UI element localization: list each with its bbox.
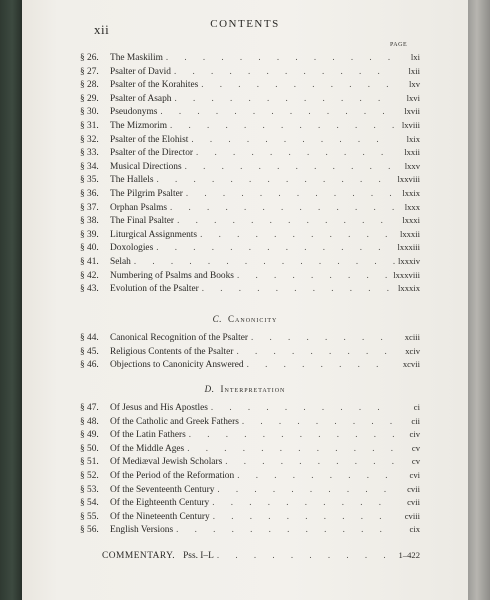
- page-number: lxii: [408, 65, 420, 76]
- dot-leader: [196, 147, 395, 157]
- section-number: § 31.: [80, 120, 99, 131]
- book-cover-edge: [0, 0, 22, 600]
- section-number: § 44.: [80, 333, 99, 343]
- entry-title: Doxologies: [110, 243, 154, 254]
- dot-leader: [186, 188, 395, 198]
- page-number: lxi: [410, 52, 420, 62]
- section-number: § 49.: [80, 430, 99, 441]
- entry-title: The Final Psalter: [110, 216, 175, 227]
- dot-leader: [242, 416, 395, 426]
- section-number: § 27.: [80, 66, 99, 77]
- toc-entry: [80, 484, 420, 498]
- toc-entry: [80, 346, 420, 360]
- toc-entry: [80, 429, 420, 443]
- entry-title: Canonical Recognition of the Psalter: [110, 333, 248, 343]
- section-number: § 52.: [80, 470, 99, 481]
- entry-title: The Hallels: [110, 175, 154, 186]
- entry-title: Musical Directions: [110, 161, 182, 172]
- contents-page: [22, 0, 468, 600]
- entry-title: Of the Nineteenth Century: [110, 511, 210, 522]
- section-number: § 36.: [80, 188, 99, 199]
- page-number: lxxxix: [398, 283, 420, 294]
- dot-leader: [236, 346, 395, 356]
- entry-title: Of Mediæval Jewish Scholars: [110, 457, 223, 468]
- dot-leader: [189, 429, 395, 439]
- toc-entry: [80, 511, 420, 525]
- page-number: xciii: [404, 332, 420, 342]
- section-number: § 26.: [80, 53, 99, 63]
- page-number: lxxix: [402, 187, 420, 198]
- page-number: lxxviii: [397, 174, 420, 185]
- dot-leader: [187, 443, 395, 453]
- page-number: xciv: [405, 345, 420, 356]
- section-number: § 54.: [80, 498, 99, 509]
- dot-leader: [156, 174, 394, 184]
- entry-title: Objections to Canonicity Answered: [110, 360, 244, 371]
- toc-entry: [80, 283, 420, 297]
- toc-entry: [80, 270, 420, 284]
- page-number: lxviii: [401, 119, 420, 130]
- section-number: § 28.: [80, 80, 99, 91]
- dot-leader: [174, 93, 395, 103]
- dot-leader: [211, 402, 395, 412]
- entry-title: Of the Period of the Reformation: [110, 470, 235, 481]
- section-number: § 50.: [80, 443, 99, 454]
- entry-title: Religious Contents of the Psalter: [110, 346, 234, 357]
- entry-title: Pseudonyms: [110, 107, 158, 118]
- section-number: § 35.: [80, 175, 99, 186]
- toc-entry: [80, 242, 420, 256]
- section-number: § 30.: [80, 107, 99, 118]
- page-number: lxxv: [404, 160, 420, 171]
- section-c-heading: [22, 314, 468, 324]
- page-number: lxxxiv: [398, 255, 420, 266]
- section-number: § 43.: [80, 284, 99, 295]
- toc-entry: [80, 106, 420, 120]
- section-number: § 51.: [80, 457, 99, 468]
- entry-title: Psalter of the Elohist: [110, 134, 189, 145]
- toc-entry: [80, 497, 420, 511]
- toc-entry: [80, 52, 420, 66]
- toc-group-d: [80, 402, 420, 538]
- dot-leader: [247, 359, 395, 369]
- entry-title: Psalter of the Director: [110, 148, 194, 159]
- entry-title: Psalter of the Korahites: [110, 80, 199, 91]
- page-number: cv: [411, 442, 420, 453]
- toc-entry: [80, 202, 420, 216]
- dot-leader: [170, 120, 395, 130]
- dot-leader: [200, 229, 395, 239]
- entry-title: The Pilgrim Psalter: [110, 188, 183, 199]
- page-number: cv: [411, 456, 420, 467]
- toc-entry: [80, 229, 420, 243]
- section-number: § 40.: [80, 243, 99, 254]
- section-d-heading: [22, 384, 468, 394]
- dot-leader: [251, 332, 395, 342]
- entry-title: English Versions: [110, 525, 174, 536]
- page-number: cix: [409, 524, 420, 535]
- entry-title: Liturgical Assignments: [110, 229, 198, 240]
- section-number: § 41.: [80, 256, 99, 267]
- dot-leader: [217, 550, 395, 560]
- dot-leader: [185, 161, 395, 171]
- section-number: § 33.: [80, 148, 99, 159]
- dot-leader: [217, 484, 395, 494]
- section-number: § 56.: [80, 525, 99, 536]
- section-number: § 37.: [80, 202, 99, 213]
- page-number: xcvii: [402, 359, 420, 370]
- commentary-range: Pss. I–L: [183, 551, 214, 561]
- toc-entry: [80, 66, 420, 80]
- page-number: cvii: [407, 483, 420, 494]
- toc-entry: [80, 215, 420, 229]
- dot-leader: [166, 52, 395, 62]
- page-column-label: PAGE: [390, 42, 408, 48]
- page-folio: xii: [94, 22, 110, 37]
- section-number: § 45.: [80, 346, 99, 357]
- toc-entry: [80, 524, 420, 538]
- toc-entry: [80, 416, 420, 430]
- toc-entry: [80, 359, 420, 373]
- toc-entry: [80, 120, 420, 134]
- page-number: civ: [409, 429, 420, 440]
- toc-entry: [80, 402, 420, 416]
- toc-entry: [80, 456, 420, 470]
- section-number: § 29.: [80, 93, 99, 104]
- dot-leader: [160, 106, 395, 116]
- page-title: CONTENTS: [210, 18, 280, 30]
- toc-entry: [80, 93, 420, 107]
- dot-leader: [212, 497, 395, 507]
- toc-entry: [80, 174, 420, 188]
- toc-entry: [80, 161, 420, 175]
- dot-leader: [170, 202, 395, 212]
- dot-leader: [202, 283, 395, 293]
- dot-leader: [225, 456, 395, 466]
- page-number: ci: [413, 402, 420, 412]
- entry-title: Selah: [110, 256, 131, 267]
- commentary-entry: [102, 550, 420, 561]
- toc-entry: [80, 443, 420, 457]
- entry-title: Of the Seventeenth Century: [110, 484, 215, 495]
- page-number: lxv: [409, 79, 420, 90]
- entry-title: Of the Catholic and Greek Fathers: [110, 416, 239, 427]
- dot-leader: [176, 524, 395, 534]
- page-number: lxxxiii: [397, 242, 420, 253]
- entry-title: Of Jesus and His Apostles: [110, 403, 208, 413]
- entry-title: Of the Latin Fathers: [110, 430, 186, 441]
- section-number: § 42.: [80, 270, 99, 281]
- dot-leader: [213, 511, 395, 521]
- commentary-title: COMMENTARY.: [102, 551, 176, 561]
- entry-title: Psalter of David: [110, 66, 171, 77]
- toc-entry: [80, 134, 420, 148]
- toc-entry: [80, 470, 420, 484]
- section-number: § 47.: [80, 403, 99, 413]
- section-d-letter: D.: [204, 384, 215, 394]
- page-number: lxxxviii: [393, 269, 420, 280]
- page-number: lxxxii: [399, 228, 420, 239]
- dot-leader: [237, 470, 395, 480]
- entry-title: Of the Eighteenth Century: [110, 498, 210, 509]
- toc-entry: [80, 79, 420, 93]
- page-number: lxix: [406, 133, 420, 144]
- page-number: lxvii: [404, 106, 420, 117]
- section-number: § 32.: [80, 134, 99, 145]
- dot-leader: [177, 215, 395, 225]
- section-number: § 48.: [80, 416, 99, 427]
- section-c-title: Canonicity: [228, 314, 278, 324]
- section-number: § 53.: [80, 484, 99, 495]
- section-number: § 34.: [80, 161, 99, 172]
- dot-leader: [134, 256, 395, 266]
- toc-entry: [80, 188, 420, 202]
- running-head: [22, 14, 468, 37]
- section-number: § 38.: [80, 216, 99, 227]
- page-number: cvii: [407, 497, 420, 508]
- entry-title: Of the Middle Ages: [110, 443, 185, 454]
- entry-title: The Maskilim: [110, 53, 163, 63]
- toc-entry: [80, 256, 420, 270]
- entry-title: The Mizmorim: [110, 120, 168, 131]
- section-number: § 55.: [80, 511, 99, 522]
- dot-leader: [191, 134, 395, 144]
- section-c-letter: C.: [212, 314, 223, 324]
- page-number: lxxx: [404, 201, 420, 212]
- background-surface: [468, 0, 490, 600]
- dot-leader: [174, 66, 395, 76]
- toc-entry: [80, 332, 420, 346]
- page-number: lxxxi: [402, 215, 420, 226]
- page-number: lxvi: [406, 92, 420, 103]
- entry-title: Numbering of Psalms and Books: [110, 270, 234, 281]
- page-number: cii: [411, 415, 420, 426]
- entry-title: Evolution of the Psalter: [110, 284, 199, 295]
- dot-leader: [156, 242, 394, 252]
- page-number: cviii: [404, 510, 420, 521]
- entry-title: Psalter of Asaph: [110, 93, 172, 104]
- toc-entry: [80, 147, 420, 161]
- dot-leader: [201, 79, 395, 89]
- section-number: § 39.: [80, 229, 99, 240]
- entry-title: Orphan Psalms: [110, 202, 168, 213]
- commentary-page: 1–422: [398, 550, 420, 560]
- section-number: § 46.: [80, 360, 99, 371]
- dot-leader: [237, 270, 390, 280]
- page-number: cvi: [409, 469, 420, 480]
- toc-group-c: [80, 332, 420, 373]
- page-number: lxxii: [404, 147, 420, 158]
- toc-group-b: [80, 52, 420, 297]
- section-d-title: Interpretation: [220, 384, 286, 394]
